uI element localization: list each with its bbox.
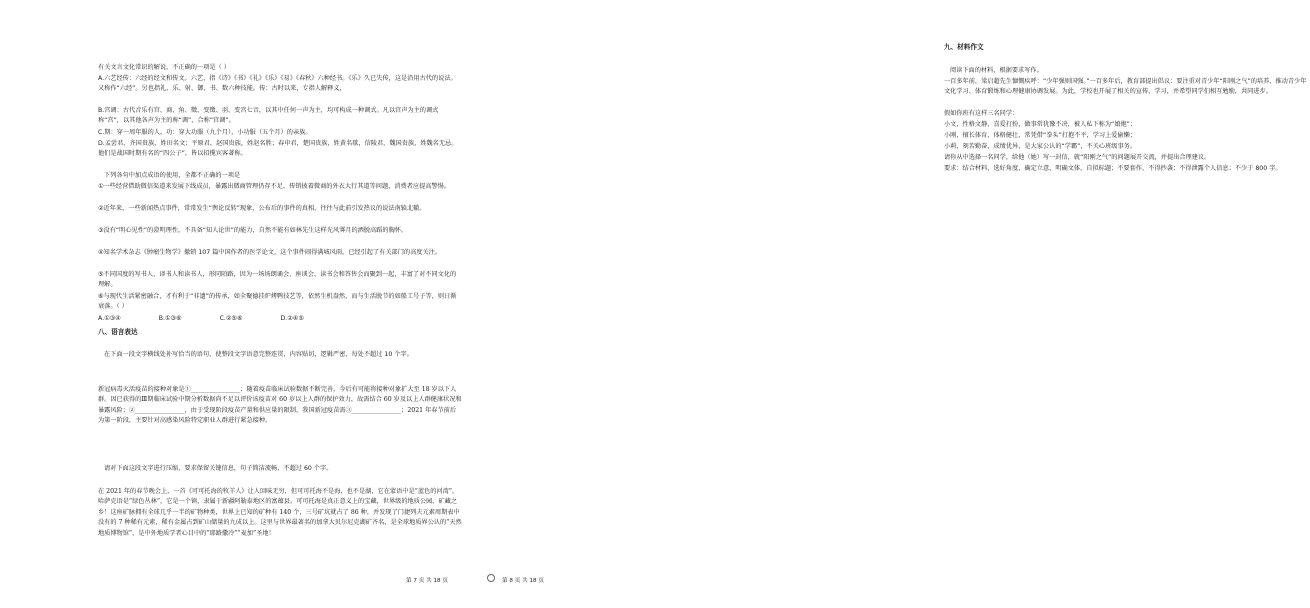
right-page — [470, 0, 1307, 608]
language-passage: 新冠病毒灭活疫苗的接种对象是①________________；随着疫苗临床试验数据不断完善，今后有可能将接种对象扩大至 18 岁以下人群。因已获得的Ⅲ期临床试验中期分析数据尚不足以评价该疫苗对 60 岁以上人群的保护效力，故需结合 60 岁及以上人群健康状况和暴露风险；②________________，由于受现阶段疫苗产量和供应量的限制，我国新冠疫苗需③________________；2021 年春节前后为第一阶段，主要针对高感染风险特定职业人群进行紧急接种。 — [98, 386, 462, 425]
sentence-2: ②近年来，一些新闻热点事件，常常发生“舆论反转”现象，公布后的事件的真相，往往与此前引发热议的说法南辕北辙。 — [98, 205, 426, 212]
sentence-3: ③没有“明心见性”的澄明理性，不具备“知人论世”的能力，自然不能有如林先生这样光风霁月的洒脱高蹈的胸怀。 — [98, 227, 408, 234]
option-c: C.②⑤⑥ — [219, 315, 243, 322]
q-words-stem: 下列各句中加点成语的使用，全都不正确的一项是 — [104, 172, 241, 179]
q-culture-stem: 有关文言文化常识的解说，不正确的一项是（ ） — [98, 64, 230, 71]
essay-material-p1: 一百多年前，梁启超先生慷慨疾呼：“少年强则国强。”一百多年后，教育部提出倡议：要注重对青少年“阳刚之气”的培养，推动青少年文化学习、体育锻炼和心理健康协调发展。为此，学校也开展了相关的宣传、学习，并希望同学们相互勉励，共同进步。 — [944, 78, 1307, 96]
q-culture-option-b: B.宫调：古代音乐有宫、商、角、徵、变徵、羽、变宫七音，以其中任何一声为主，均可构成一种调式。凡以宫声为主的调式称“宫”，以其他各声为主的称“调”，合称“宫调”。 — [98, 107, 439, 125]
section-8-heading: 八、语言表达 — [98, 328, 138, 336]
essay-material-p2: 假如你班有这样三名同学： — [944, 110, 1019, 117]
essay-material-p6: 请你从中选择一名同学，给他（她）写一封信，就“阳刚之气”的问题展开交流，并提出合理建议。 — [944, 154, 1211, 161]
option-a: A.①③④ — [98, 315, 121, 322]
essay-stem: 阅读下面的材料，根据要求写作。 — [950, 67, 1043, 74]
sentence-5: ⑤不同国度的写书人、译书人和读书人，形同陌路，因为一场场朗诵会、座谈会、读书会和答售会而聚到一起，丰富了对不同文化的理解。 — [98, 271, 457, 289]
answer-options — [98, 314, 462, 324]
q-culture-option-a: A.六艺经传：六经的经文和传文。六艺，指《诗》《书》《礼》《乐》《易》《春秋》六种经书。《乐》久已失传，这是沿用古代的说法。又称作“六经”。另也指礼、乐、射、御、书、数六种技能。传：古时以来，专指人解释义， — [98, 75, 457, 93]
section-9-heading: 九、材料作文 — [944, 43, 984, 51]
essay-material-p3: 小文，性格文静，喜爱打扮，做事常犹豫不决，被人私下称为“娘炮”； — [944, 121, 1137, 128]
sentence-6: ⑥与现代生活紧密融合，才有利于“非遗”的传承，如全聚德挂炉烤鸭技艺等，依然生机盎然，而与生活脱节的如船工号子等，则日渐衰落。（ ） — [98, 293, 457, 311]
essay-material-p4: 小刚，擅长体育，体格健壮，常凭借“拳头”打抱不平，学习上爱偷懒； — [944, 132, 1137, 139]
left-page-footer: 第 7 页 共 18 页 — [406, 578, 448, 584]
language-question-stem: 在下面一段文字横线处补写恰当的语句，使整段文字语意完整连贯，内容贴切，逻辑严密，每处不超过 10 个字。 — [104, 351, 413, 358]
left-page — [0, 0, 470, 608]
q-culture-option-c: C.期：穿一周年服的人，功：穿大功服（九个月），小功服（五个月）的亲族。 — [98, 129, 312, 136]
option-b: B.①③⑥ — [158, 315, 182, 322]
q-culture-option-d: D.孟尝君，齐国贵族，姓田名文；平原君，赵国贵族，姓赵名胜；春申君，楚国贵族，姓黄名歇，信陵君，魏国贵族，姓魏名无忌。他们是战国时期有名的“四公子”，皆以招揽宾客著称。 — [98, 140, 458, 158]
right-page-footer: 第 8 页 共 18 页 — [502, 578, 544, 584]
option-d: D.②④⑤ — [280, 315, 304, 322]
compress-passage: 在 2021 年的春节晚会上，一首《可可托海的牧羊人》让人回味无穷，但可可托海不是海，也不是湖，它在蒙语中是“蓝色的河湾”，哈萨克语是“绿色丛林”，它是一个镇，隶属于新疆阿勒泰地区的富蕴县。可可托海是真正意义上的宝藏，世界级的地质公园、矿藏之乡！这座矿脉拥有全球几乎一半的矿物种类，世界上已知的矿种有 140 个，三号矿坑就占了 86 种，并发现了门捷列夫元素周期表中没有的 7 种稀有元素，稀有金属占到矿山储量的九成以上。这里与世界最著名的加拿大贝尔尼克湖矿齐名，是全球地质界公认的“天然地质博物馆”，是中外地质学者心目中的“耶路撒冷”“麦加”圣地！ — [98, 488, 462, 537]
sentence-1: ①一些经营借助微信渠道来发展下线成员，暴露出微商管理仍存不足，传销披着微商的外衣大行其道等问题，消费者应提高警惕。 — [98, 183, 451, 190]
compress-question-stem: 请对下面这段文字进行压缩，要求保留关键信息，句子简洁流畅，不超过 60 个字。 — [104, 465, 333, 472]
essay-requirements: 要求：结合材料，选好角度，确定立意，明确文体，自拟标题；不要套作，不得抄袭；不得泄露个人信息；不少于 800 字。 — [944, 165, 1282, 172]
essay-material-p5: 小莉，刻苦勤奋，成绩优异，是大家公认的“学霸”，不关心班级事务。 — [944, 143, 1137, 150]
sentence-4: ④知名学术杂志《肿瘤生物学》撤销 107 篇中国作者的医学论文，这个事件闹得满城风雨，已经引起了有关部门的高度关注。 — [98, 249, 442, 256]
